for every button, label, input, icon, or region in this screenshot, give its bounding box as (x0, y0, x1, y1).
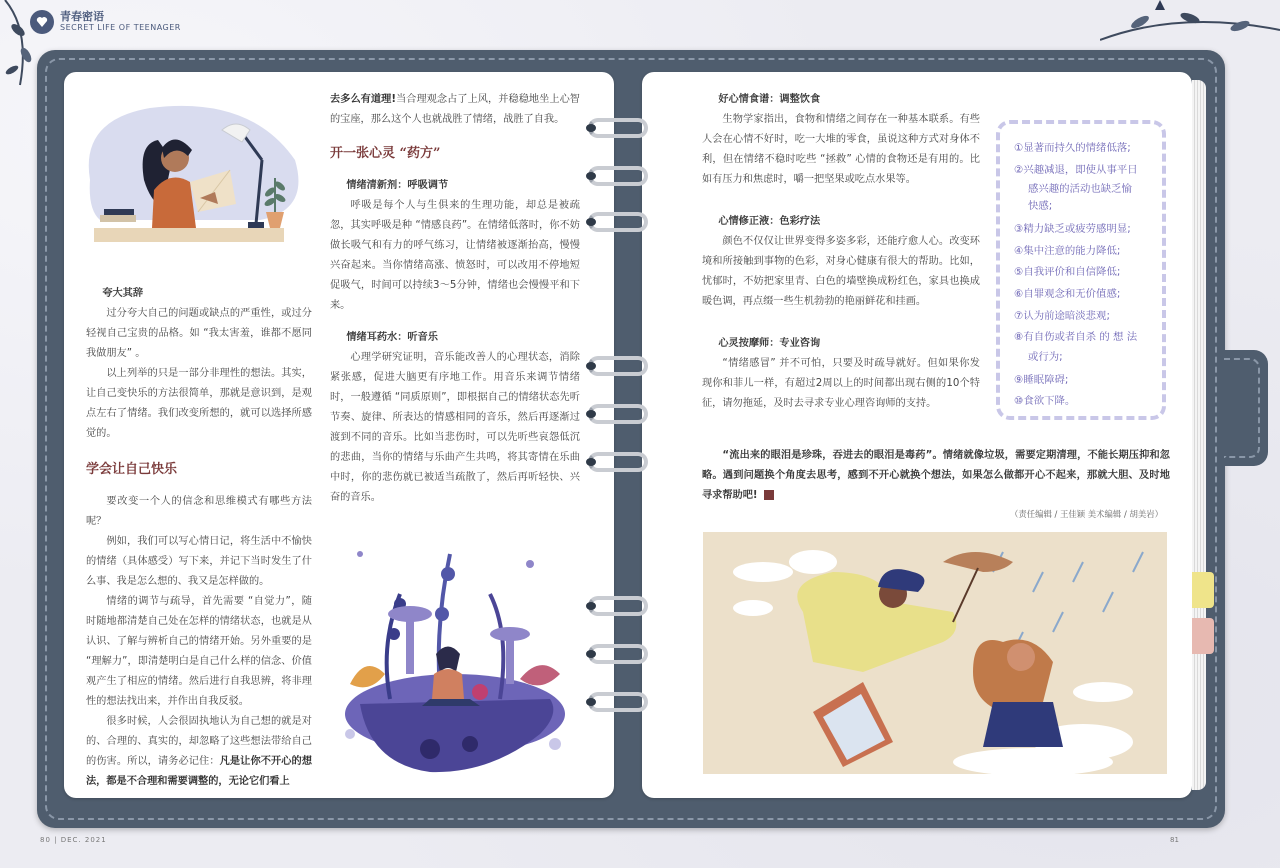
symptom-item: ⑤自我评价和自信降低; (1014, 266, 1121, 279)
heading-exaggerate: 夸大其辞 (102, 288, 144, 299)
paragraph (86, 712, 312, 792)
reading-girl-illustration (80, 100, 306, 246)
binder-ring (588, 644, 648, 664)
symptom-item: 感兴趣的活动也缺乏愉 (1028, 183, 1132, 196)
paragraph: “情绪感冒” 并不可怕，只要及时疏导就好。但如果你发现你和菲儿一样，有超过2周以上的时间都出现右侧的10个特征，请勿拖延，及时去寻求专业心理咨询师的支持。 (702, 358, 980, 409)
umbrella-comfort-illustration (703, 532, 1167, 774)
binder-ring (588, 166, 648, 186)
binder-ring (588, 404, 648, 424)
paragraph: 以上列举的只是一部分非理性的想法。其实，让自己变快乐的方法很简单，那就是意识到，是观点左右了情绪。我们改变所想的，就可以选择所感觉的。 (86, 368, 312, 439)
header-title-en: SECRET LIFE OF TEENAGER (60, 23, 181, 32)
symptom-item: ⑥自罪观念和无价值感; (1014, 287, 1121, 300)
end-mark-icon: 田 (764, 490, 774, 500)
paragraph: 颜色不仅仅让世界变得多姿多彩，还能疗愈人心。改变环境和所接触到事物的色彩，对身心健康有很大的帮助。比如，忧郁时，不妨把家里青、白色的墙壁换成粉红色，家具也换成暖色调，再点缀一些生机勃勃的艳丽鲜花和挂画。 (702, 236, 980, 307)
header-title-cn: 青春密语 (60, 10, 104, 23)
binder-ring (588, 596, 648, 616)
page-tab-pink (1192, 618, 1214, 654)
heading-music: 情绪耳药水：听音乐 (346, 332, 438, 343)
footer-page-right: 81 (1170, 836, 1179, 844)
symptom-item: 快感; (1028, 200, 1053, 213)
symptom-item: ⑩食欲下降。 (1014, 395, 1076, 408)
paragraph (702, 446, 1170, 506)
symptom-item: ①显著而持久的情绪低落; (1014, 142, 1131, 154)
heading-food: 好心情食谱：调整饮食 (718, 94, 821, 105)
heading-color: 心情修正液：色彩疗法 (718, 216, 821, 227)
paragraph-text: 当合理观念占了上风，并稳稳地坐上心智的宝座，那么这个人也就战胜了情绪，战胜了自我。 (330, 94, 580, 125)
binder-ring (588, 356, 648, 376)
symptom-item: ⑦认为前途暗淡悲观; (1014, 309, 1110, 322)
editor-credit: （责任编辑 / 王佳颖 美术编辑 / 胡美岩） (1010, 509, 1163, 519)
paragraph: 情绪的调节与疏导，首先需要 “自觉力”，随时随地都清楚自己处在怎样的情绪状态，也就是从认识、了解与辨析自己的情绪开始。另外重要的是 “理解力”，即清楚明白是自己什么样的信念、价值观产生了相应的情绪。然后进行自我思辨，将非理性的想法找出来，并作出自我反驳。 (86, 596, 312, 707)
left-column-2 (330, 90, 580, 508)
binder-clasp (1222, 350, 1268, 466)
paragraph-text: “流出来的眼泪是珍珠，吞进去的眼泪是毒药”。情绪就像垃圾，需要定期清理，不能长期压抑和忽略。遇到问题换个角度去思考，感到不开心就换个想法，如果怎么做都开心不起来，那就大胆、及时地寻求帮助吧! (702, 450, 1170, 501)
heading-breath: 情绪清新剂：呼吸调节 (346, 180, 449, 191)
heading-prescription: 开一张心灵 “药方” (330, 146, 441, 161)
paragraph: 例如，我们可以写心情日记，将生活中不愉快的情绪（具体感受）写下来，并记下当时发生了什么事、我是怎么想的、我又是怎样做的。 (86, 536, 312, 587)
closing-paragraph (702, 446, 1170, 506)
heading-consult: 心灵按摩师：专业咨询 (718, 338, 821, 349)
right-column (702, 90, 980, 414)
symptom-item: ②兴趣减退，即使从事平日 (1014, 163, 1138, 176)
symptom-item: ⑨睡眠障碍; (1014, 373, 1069, 386)
binder-ring (588, 118, 648, 138)
binder-ring (588, 212, 648, 232)
emphasis-text: 凡是让你不开心的想法，都是不合理和需要调整的，无论它们看上 (86, 756, 313, 787)
fantasy-island-illustration (330, 534, 580, 784)
binder-ring (588, 692, 648, 712)
paragraph: 心理学研究证明，音乐能改善人的心理状态，消除紧张感，促进大脑更有序地工作。用音乐来调节情绪时，一般遵循 “同质原则”，即根据自己的情绪状态先听节奏、旋律、所表达的情感相同的音乐，然后再逐渐过渡到不同的音乐。比如当悲伤时，可以先听些哀怨低沉的悲曲，当你的情绪与乐曲产生共鸣，将其寄情在乐曲中时，你的悲伤就已被适当疏散了，然后再听轻快、兴奋的音乐。 (330, 352, 580, 503)
footer-page-left: 80 | DEC. 2021 (40, 836, 107, 844)
paragraph: 呼吸是每个人与生俱来的生理功能，却总是被疏忽，其实呼吸是种 “情感良药”。在情绪低落时，你不妨做长吸气和有力的呼气练习，让情绪被逐渐抬高，慢慢兴奋起来。当你情绪高涨、愤怒时，可以改用不停地短促吸气，时间可以持续3～5分钟，情绪也会慢慢平和下来。 (330, 200, 580, 311)
paragraph: 生物学家指出，食物和情绪之间存在一种基本联系。有些人会在心情不好时，吃一大堆的零食，虽说这种方式对身体不利，但在情绪不稳时吃些 “拯救” 心情的食物还是有用的。比如有压力和焦虑时，嚼一把坚果或吃点水果等。 (702, 114, 980, 185)
heading-learn-happy: 学会让自己快乐 (86, 462, 178, 477)
symptom-item: 或行为; (1028, 350, 1063, 363)
paragraph: 过分夸大自己的问题或缺点的严重性，或过分轻视自己宝贵的品格。如 “我太害羞，谁都不愿同我做朋友” 。 (86, 308, 312, 359)
paragraph-text: 很多时候，人会很固执地认为自己想的就是对的、合理的、真实的，却忽略了这些想法带给自己的伤害。所以，请务必记住： (86, 716, 312, 767)
page-tab-yellow (1192, 572, 1214, 608)
symptom-list-box (996, 120, 1166, 420)
symptom-item: ⑧有自伤或者自杀 的 想 法 (1014, 331, 1138, 344)
left-column-1 (86, 284, 312, 792)
paragraph (330, 90, 580, 130)
symptom-item: ④集中注意的能力降低; (1014, 244, 1121, 257)
emphasis-text: 去多么有道理! (330, 94, 396, 105)
binder-ring (588, 452, 648, 472)
paragraph: 要改变一个人的信念和思维模式有哪些方法呢？ (86, 496, 312, 527)
symptom-item: ③精力缺乏或疲劳感明显; (1014, 223, 1131, 236)
